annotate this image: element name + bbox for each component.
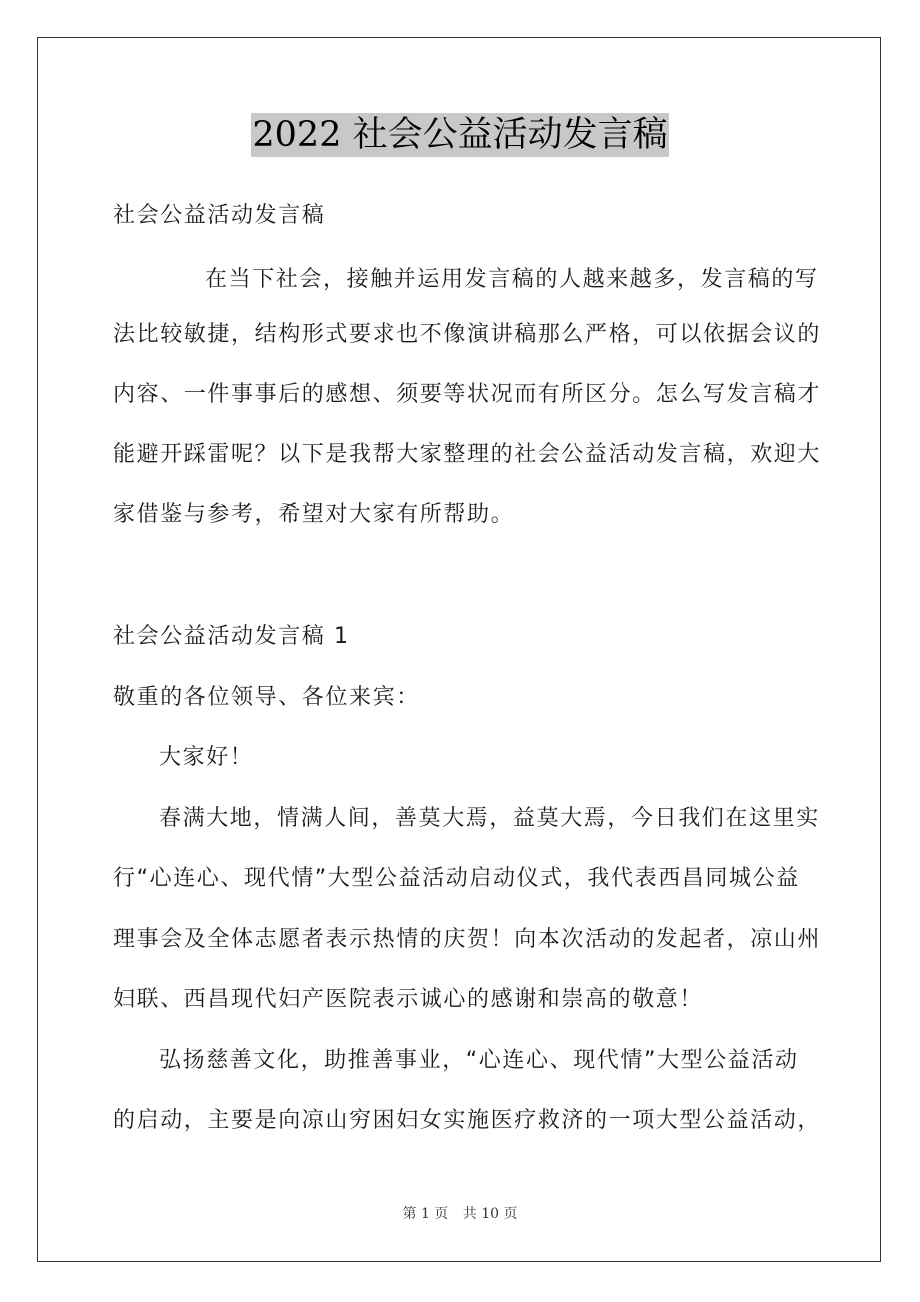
- paragraph-line: 妇联、西昌现代妇产医院表示诚心的感谢和崇高的敬意！: [113, 987, 704, 1012]
- page-footer: [0, 1203, 920, 1223]
- paragraph-line: 理事会及全体志愿者表示热情的庆贺！向本次活动的发起者，凉山州: [113, 927, 822, 952]
- subtitle-line: 社会公益活动发言稿: [113, 203, 326, 228]
- paragraph-line: 行“心连心、现代情”大型公益活动启动仪式，我代表西昌同城公益: [113, 866, 800, 891]
- document-title: 2022 社会公益活动发言稿: [252, 115, 668, 155]
- paragraph-line: 春满大地，情满人间，善莫大焉，益莫大焉，今日我们在这里实: [159, 806, 820, 831]
- paragraph-line: 能避开踩雷呢？以下是我帮大家整理的社会公益活动发言稿，欢迎大: [113, 442, 822, 467]
- paragraph-line: 家借鉴与参考，希望对大家有所帮助。: [113, 502, 515, 527]
- paragraph-line: 在当下社会，接触并运用发言稿的人越来越多，发言稿的写: [205, 267, 819, 292]
- section-heading: 社会公益活动发言稿 1: [113, 624, 350, 649]
- paragraph-line: 弘扬慈善文化，助推善事业，“心连心、现代情”大型公益活动: [159, 1048, 799, 1073]
- title-container: [0, 113, 920, 157]
- greeting-line: 大家好！: [159, 745, 254, 770]
- paragraph-line: 内容、一件事事后的感想、须要等状况而有所区分。怎么写发言稿才: [113, 382, 822, 407]
- total-pages-label: 共 10 页: [462, 1206, 518, 1222]
- paragraph-line: 的启动，主要是向凉山穷困妇女实施医疗救济的一项大型公益活动，: [113, 1108, 822, 1133]
- paragraph-line: 法比较敏捷，结构形式要求也不像演讲稿那么严格，可以依据会议的: [113, 322, 822, 347]
- current-page-label: 第 1 页: [402, 1206, 449, 1222]
- salutation-line: 敬重的各位领导、各位来宾：: [113, 685, 420, 710]
